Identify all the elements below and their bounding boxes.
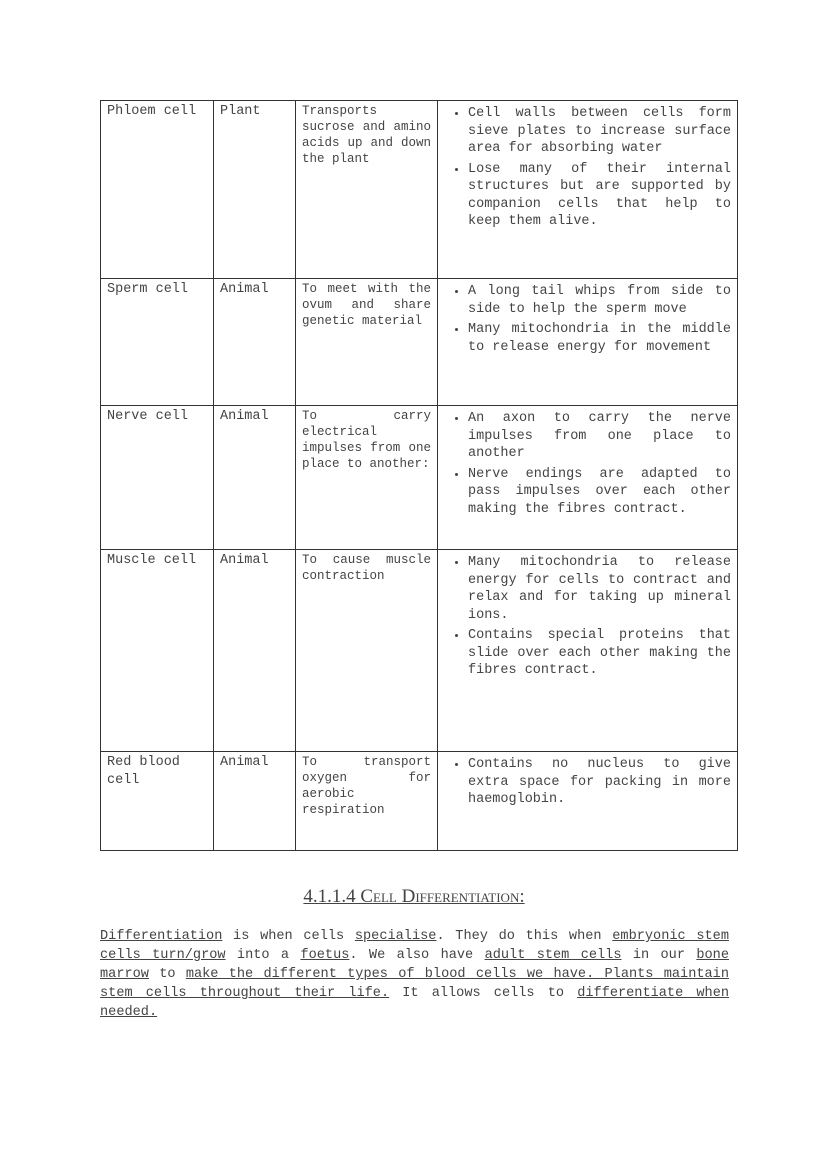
- underlined-text: differentiate when needed.: [100, 986, 730, 1020]
- table-row: [101, 101, 738, 279]
- cell-adaptations: [438, 101, 738, 279]
- cell-adaptations: [438, 406, 738, 550]
- cell-type: Animal: [214, 550, 296, 752]
- text-segment: to: [148, 967, 186, 982]
- adaptation-item: • Many mitochondria to release energy for cells to contract and relax and for taking up mineral ions.: [468, 554, 731, 624]
- adaptation-item: • A long tail whips from side to side to help the sperm move: [468, 283, 731, 318]
- adaptation-item: • Nerve endings are adapted to pass impulses over each other making the fibres contract.: [468, 466, 731, 519]
- underlined-text: bone marrow: [100, 948, 729, 982]
- differentiation-paragraph: [100, 927, 729, 1022]
- underlined-text: embryonic stem cells turn/grow: [100, 929, 729, 963]
- cell-name: Nerve cell: [101, 406, 214, 550]
- adaptation-item: • Contains no nucleus to give extra space for packing in more haemoglobin.: [468, 756, 731, 809]
- cell-type: Animal: [214, 406, 296, 550]
- cell-function: Transports sucrose and amino acids up and down the plant: [296, 101, 438, 279]
- table-row: [101, 752, 738, 851]
- cell-function: To transport oxygen for aerobic respiration: [296, 752, 438, 851]
- underlined-text: Differentiation: [100, 929, 223, 944]
- underlined-text: specialise: [354, 929, 437, 944]
- cell-type: Animal: [214, 752, 296, 851]
- text-segment: . We also have: [349, 948, 485, 963]
- text-segment: . They do this when: [436, 929, 613, 944]
- table-row: [101, 279, 738, 406]
- cell-adaptations: [438, 279, 738, 406]
- adaptation-item: • Cell walls between cells form sieve plates to increase surface area for absorbing water: [468, 105, 731, 158]
- adaptation-item: • Many mitochondria in the middle to release energy for movement: [468, 321, 731, 356]
- table-row: [101, 406, 738, 550]
- cell-specialisation-table: [100, 100, 738, 851]
- cell-function: To cause muscle contraction: [296, 550, 438, 752]
- cell-name: Muscle cell: [101, 550, 214, 752]
- cell-function: To meet with the ovum and share genetic material: [296, 279, 438, 406]
- cell-adaptations: [438, 550, 738, 752]
- table-row: [101, 550, 738, 752]
- underlined-text: adult stem cells: [484, 948, 622, 963]
- cell-name: Red blood cell: [101, 752, 214, 851]
- text-segment: It allows cells to: [389, 986, 578, 1001]
- adaptation-item: • An axon to carry the nerve impulses from one place to another: [468, 410, 731, 463]
- text-segment: is when cells: [222, 929, 355, 944]
- section-heading: 4.1.1.4 Cell Differentiation:: [303, 886, 525, 907]
- cell-function: To carry electrical impulses from one place to another:: [296, 406, 438, 550]
- underlined-text: foetus: [300, 948, 350, 963]
- cell-name: Sperm cell: [101, 279, 214, 406]
- cell-type: Plant: [214, 101, 296, 279]
- cell-name: Phloem cell: [101, 101, 214, 279]
- text-segment: into a: [225, 948, 301, 963]
- adaptation-item: • Lose many of their internal structures but are supported by companion cells that help to keep them alive.: [468, 161, 731, 231]
- cell-adaptations: [438, 752, 738, 851]
- adaptation-item: • Contains special proteins that slide over each other making the fibres contract.: [468, 627, 731, 680]
- cell-type: Animal: [214, 279, 296, 406]
- text-segment: in our: [621, 948, 697, 963]
- underlined-text: make the different types of blood cells we have. Plants maintain stem cells throughout their life.: [100, 967, 729, 1001]
